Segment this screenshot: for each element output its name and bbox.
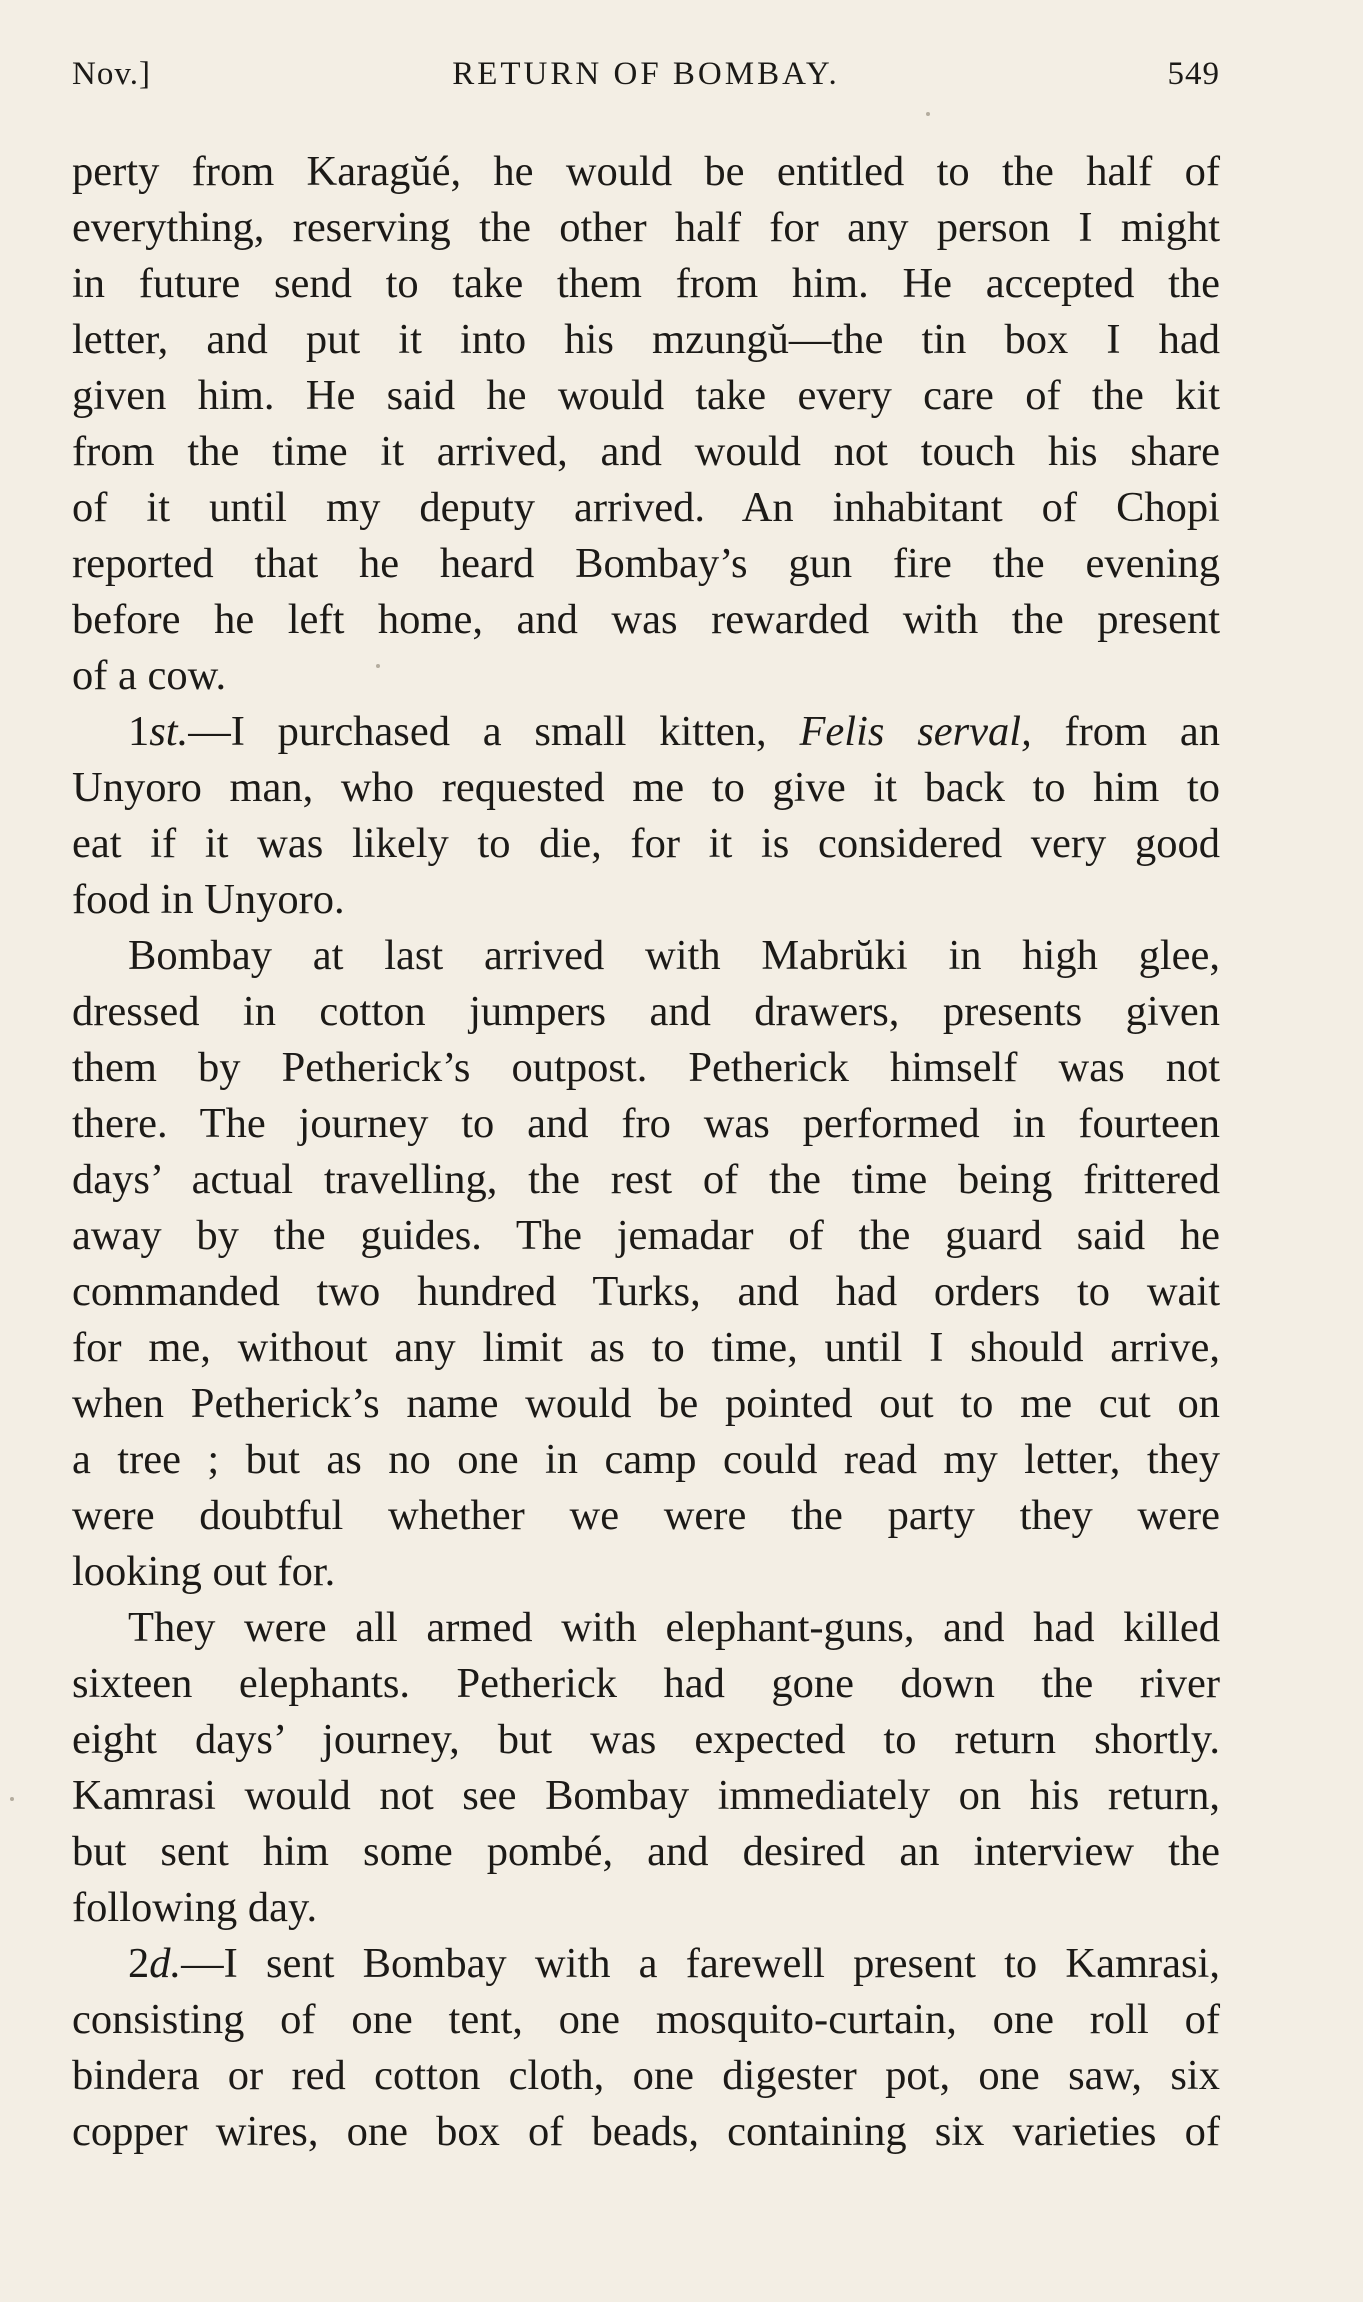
- text-line: days’ actual travelling, the rest of the time being frittered: [72, 1156, 1220, 1203]
- text-line: eat if it was likely to die, for it is considered very good: [72, 820, 1220, 867]
- header-month: Nov.]: [72, 56, 151, 92]
- paper-speck: [926, 112, 930, 116]
- text-line: reported that he heard Bombay’s gun fire the evening: [72, 540, 1220, 587]
- text-line: 1st.—I purchased a small kitten, Felis serval, from an: [128, 708, 1221, 755]
- text-line: given him. He said he would take every care of the kit: [72, 372, 1220, 419]
- text-line: of a cow.: [72, 652, 227, 699]
- text-line: looking out for.: [72, 1548, 336, 1595]
- text-line: there. The journey to and fro was performed in fourteen: [72, 1100, 1220, 1147]
- text-line: consisting of one tent, one mosquito-curtain, one roll of: [72, 1996, 1220, 2043]
- text-line: in future send to take them from him. He accepted the: [72, 260, 1220, 307]
- text-line: them by Petherick’s outpost. Petherick himself was not: [72, 1044, 1220, 1091]
- text-line: but sent him some pombé, and desired an interview the: [72, 1828, 1220, 1875]
- text-line: a tree ; but as no one in camp could read my letter, they: [72, 1436, 1220, 1483]
- text-line: copper wires, one box of beads, containing six varieties of: [72, 2108, 1220, 2155]
- text-line: everything, reserving the other half for any person I might: [72, 204, 1220, 251]
- text-line: following day.: [72, 1884, 318, 1931]
- page-body: [72, 144, 1220, 2160]
- text-line: 2d.—I sent Bombay with a farewell present to Kamrasi,: [128, 1940, 1220, 1987]
- header-title: RETURN OF BOMBAY.: [452, 56, 840, 92]
- text-line: bindera or red cotton cloth, one digester pot, one saw, six: [72, 2052, 1220, 2099]
- text-line: sixteen elephants. Petherick had gone down the river: [72, 1660, 1220, 1707]
- text-line: before he left home, and was rewarded with the present: [72, 596, 1220, 643]
- paper-speck: [376, 664, 380, 668]
- text-line: commanded two hundred Turks, and had orders to wait: [72, 1268, 1220, 1315]
- page-number: 549: [1167, 56, 1220, 92]
- text-line: They were all armed with elephant-guns, and had killed: [128, 1604, 1220, 1651]
- text-line: of it until my deputy arrived. An inhabitant of Chopi: [72, 484, 1220, 531]
- text-line: perty from Karagŭé, he would be entitled to the half of: [72, 148, 1220, 195]
- text-line: letter, and put it into his mzungŭ—the tin box I had: [72, 316, 1220, 363]
- paper-speck: [10, 1797, 14, 1801]
- italic-text: d.: [149, 1940, 182, 1987]
- text-line: were doubtful whether we were the party they were: [72, 1492, 1220, 1539]
- running-header: [72, 56, 1220, 106]
- text-line: Unyoro man, who requested me to give it back to him to: [72, 764, 1220, 811]
- text-line: Bombay at last arrived with Mabrŭki in high glee,: [128, 932, 1220, 979]
- text-line: for me, without any limit as to time, until I should arrive,: [72, 1324, 1220, 1371]
- text-line: eight days’ journey, but was expected to return shortly.: [72, 1716, 1220, 1763]
- text-line: Kamrasi would not see Bombay immediately on his return,: [72, 1772, 1220, 1819]
- text-line: from the time it arrived, and would not touch his share: [72, 428, 1220, 475]
- italic-text: Felis serval,: [799, 708, 1032, 755]
- text-line: away by the guides. The jemadar of the guard said he: [72, 1212, 1220, 1259]
- italic-text: st.: [149, 708, 189, 755]
- text-line: when Petherick’s name would be pointed out to me cut on: [72, 1380, 1220, 1427]
- text-line: food in Unyoro.: [72, 876, 345, 923]
- text-line: dressed in cotton jumpers and drawers, presents given: [72, 988, 1220, 1035]
